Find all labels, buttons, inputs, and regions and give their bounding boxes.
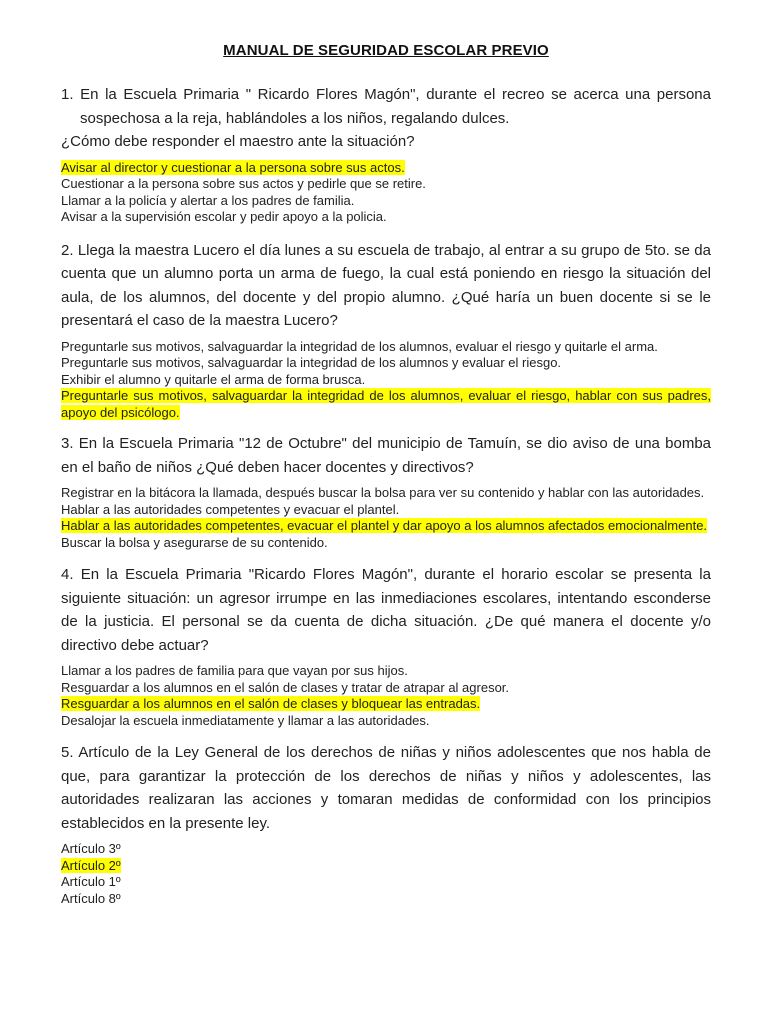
answer-option xyxy=(61,696,711,713)
highlighted-answer: Resguardar a los alumnos en el salón de clases y bloquear las entradas. xyxy=(61,696,481,711)
question-4-text: 4. En la Escuela Primaria "Ricardo Flores Magón", durante el horario escolar se presenta la siguiente situación: un agresor irrumpe en las inmediaciones escolares, intentando esconderse de la justicia. El personal se da cuenta de dicha situación. ¿De qué manera el docente y/o directivo debe actuar? xyxy=(61,566,711,654)
answer-option: Artículo 8º xyxy=(61,890,121,906)
answer-option: Llamar a los padres de familia para que vayan por sus hijos. xyxy=(61,663,408,678)
question-block-3 xyxy=(61,432,711,551)
answer-option: Cuestionar a la persona sobre sus actos y pedirle que se retire. xyxy=(61,176,426,191)
answer-option: Desalojar la escuela inmediatamente y llamar a las autoridades. xyxy=(61,712,430,728)
answer-option: Hablar a las autoridades competentes y evacuar el plantel. xyxy=(61,501,400,517)
answer-option: Avisar a la supervisión escolar y pedir apoyo a la policia. xyxy=(61,209,387,224)
document-page xyxy=(61,42,711,919)
answer-list-3 xyxy=(61,485,711,551)
question-1-line-2: sospechosa a la reja, hablándoles a los niños, regalando dulces. xyxy=(80,109,510,127)
answer-option: Exhibir el alumno y quitarle el arma de forma brusca. xyxy=(61,371,366,387)
question-block-2 xyxy=(61,239,711,422)
highlighted-answer: Hablar a las autoridades competentes, evacuar el plantel y dar apoyo a los alumnos afectados emocionalmente. xyxy=(61,518,708,533)
answer-list-5 xyxy=(61,841,711,907)
answer-option: Artículo 3º xyxy=(61,841,121,856)
answer-option: Registrar en la bitácora la llamada, después buscar la bolsa para ver su contenido y hablar con las autoridades. xyxy=(61,485,705,500)
question-2-text: 2. Llega la maestra Lucero el día lunes a su escuela de trabajo, al entrar a su grupo de 5to. se da cuenta que un alumno porta un arma de fuego, la cual está poniendo en riesgo la situación del aula, de los alumnos, del docente y del propio alumno. ¿Qué haría un buen docente si se le presentará el caso de la maestra Lucero? xyxy=(61,241,711,329)
question-5-text: 5. Artículo de la Ley General de los derechos de niñas y niños adolescentes que nos habla de que, para garantizar la protección de los derechos de niñas y niños y adolescentes, las autoridades realizaran las acciones y tomaran medidas de conformidad con los principios establecidos en la presente ley. xyxy=(61,744,711,832)
question-1-text xyxy=(61,83,711,154)
answer-option: Preguntarle sus motivos, salvaguardar la integridad de los alumnos, evaluar el riesgo y quitarle el arma. xyxy=(61,338,658,354)
highlighted-answer: Artículo 2º xyxy=(61,857,121,873)
answer-option: Buscar la bolsa y asegurarse de su contenido. xyxy=(61,534,328,550)
answer-option xyxy=(61,518,711,535)
answer-list-1 xyxy=(61,160,711,226)
question-block-4 xyxy=(61,563,711,729)
answer-option: Preguntarle sus motivos, salvaguardar la integridad de los alumnos y evaluar el riesgo. xyxy=(61,355,562,370)
question-1-line-1: 1. En la Escuela Primaria " Ricardo Flores Magón", durante el recreo se acerca una persona xyxy=(61,86,711,103)
answer-option xyxy=(61,388,711,421)
answer-list-2 xyxy=(61,339,711,422)
answer-list-4 xyxy=(61,663,711,729)
answer-option: Resguardar a los alumnos en el salón de clases y tratar de atrapar al agresor. xyxy=(61,679,510,695)
answer-option xyxy=(61,858,711,875)
highlighted-answer: Preguntarle sus motivos, salvaguardar la integridad de los alumnos, evaluar el riesgo, hablar con sus padres, apoyo del psicólogo. xyxy=(61,388,711,420)
highlighted-answer: Avisar al director y cuestionar a la persona sobre sus actos. xyxy=(61,159,405,175)
answer-option: Llamar a la policía y alertar a los padres de familia. xyxy=(61,192,355,208)
answer-option xyxy=(61,160,711,177)
question-block-5 xyxy=(61,741,711,907)
question-3-text: 3. En la Escuela Primaria "12 de Octubre" del municipio de Tamuín, se dio aviso de una bomba en el baño de niños ¿Qué deben hacer docentes y directivos? xyxy=(61,435,711,476)
document-title: MANUAL DE SEGURIDAD ESCOLAR PREVIO xyxy=(223,42,549,59)
answer-option: Artículo 1º xyxy=(61,874,121,889)
question-block-1 xyxy=(61,83,711,226)
question-1-line-3: ¿Cómo debe responder el maestro ante la situación? xyxy=(61,133,415,150)
